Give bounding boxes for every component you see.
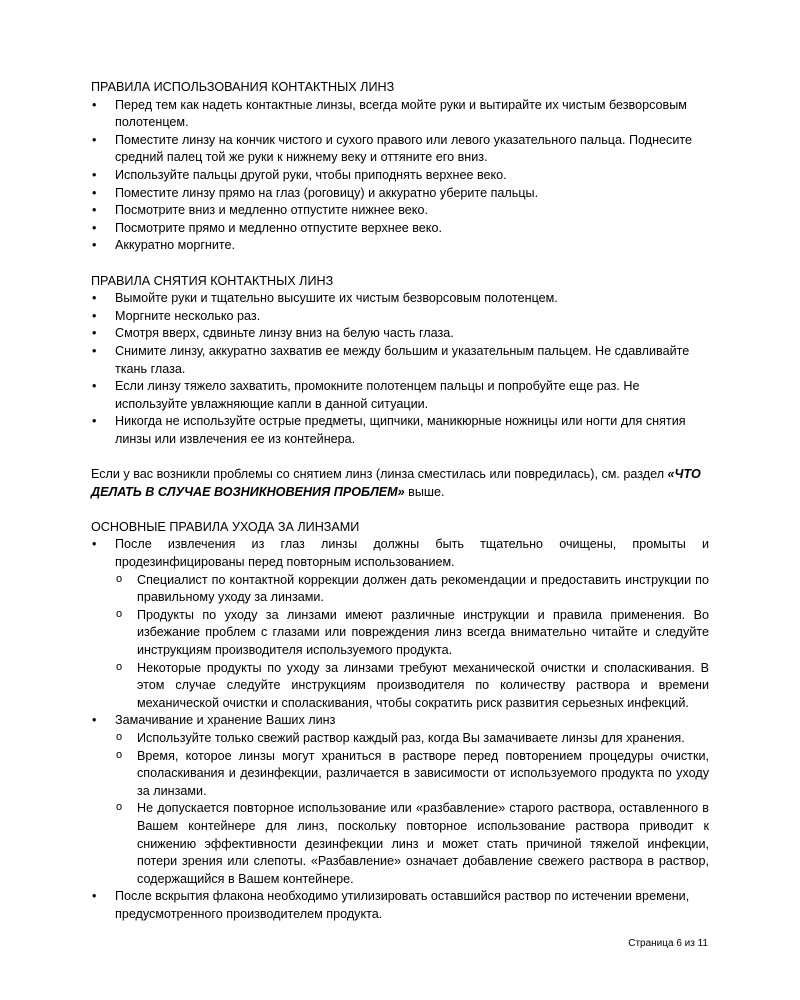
list-item bbox=[91, 536, 709, 712]
removal-problems-note bbox=[91, 466, 709, 501]
spacer bbox=[91, 501, 709, 519]
note-text: Если у вас возникли проблемы со снятием линз (линза сместилась или повредилась), см. раздел bbox=[91, 467, 665, 482]
list-item: • Поместите линзу на кончик чистого и сухого правого или левого указательного пальца. Поднесите средний палец той же руки к нижнему веку и оттяните его вниз. bbox=[91, 132, 709, 167]
list-item-text: После извлечения из глаз линзы должны быть тщательно очищены, промыты и продезинфицированы перед повторным использованием. bbox=[115, 537, 709, 570]
spacer bbox=[91, 448, 709, 466]
list-item bbox=[91, 712, 709, 888]
sub-list-item: o Продукты по уходу за линзами имеют различные инструкции и правила применения. Во избежание проблем с глазами или повреждения линз всегда внимательно читайте и следуйте инструкциям производителя используемого продукта. bbox=[91, 607, 709, 660]
spacer bbox=[91, 255, 709, 273]
sub-list-item: o Время, которое линзы могут храниться в растворе перед повторением процедуры очистки, споласкивания и дезинфекции, различается в зависимости от используемого продукта по уходу за линзами. bbox=[91, 748, 709, 801]
sub-list-item: o Не допускается повторное использование или «разбавление» старого раствора, оставленного в Вашем контейнере для линз, поскольку повторное использование раствора приводит к снижению эффективности дезинфекции линз и может стать причиной тяжелой инфекции, потери зрения или слепоты. «Разбавление» означает добавление свежего раствора в раствор, содержащийся в Вашем контейнере. bbox=[91, 800, 709, 888]
page-number: Страница 6 из 11 bbox=[628, 938, 708, 949]
list-item: • Поместите линзу прямо на глаз (роговицу) и аккуратно уберите пальцы. bbox=[91, 185, 709, 203]
sub-list-item: o Некоторые продукты по уходу за линзами требуют механической очистки и споласкивания. В этом случае следуйте инструкциям производителя по количеству раствора и времени механической очистки и споласкивания, чтобы сократить риск развития серьезных инфекций. bbox=[91, 660, 709, 713]
list-item: • Снимите линзу, аккуратно захватив ее между большим и указательным пальцем. Не сдавливайте ткань глаза. bbox=[91, 343, 709, 378]
list-item: • Если линзу тяжело захватить, промокните полотенцем пальцы и попробуйте еще раз. Не используйте увлажняющие капли в данной ситуации. bbox=[91, 378, 709, 413]
section-heading-removal: ПРАВИЛА СНЯТИЯ КОНТАКТНЫХ ЛИНЗ bbox=[91, 273, 334, 288]
sub-list-item: o Специалист по контактной коррекции должен дать рекомендации и предоставить инструкции по правильному уходу за линзами. bbox=[91, 572, 709, 607]
list-item: • Вымойте руки и тщательно высушите их чистым безворсовым полотенцем. bbox=[91, 290, 709, 308]
note-text-end: выше. bbox=[408, 484, 445, 499]
sub-list bbox=[91, 572, 709, 713]
list-item: • Посмотрите вниз и медленно отпустите нижнее веко. bbox=[91, 202, 709, 220]
note-section-reference: «ЧТО ДЕЛАТЬ В СЛУЧАЕ ВОЗНИКНОВЕНИЯ ПРОБЛЕМ» bbox=[91, 467, 701, 499]
list-item: • После вскрытия флакона необходимо утилизировать оставшийся раствор по истечении времени, предусмотренного производителем продукта. bbox=[91, 888, 709, 923]
usage-rules-list bbox=[91, 97, 709, 255]
removal-rules-list bbox=[91, 290, 709, 448]
document-page bbox=[91, 79, 709, 924]
care-rules-list bbox=[91, 536, 709, 923]
list-item: • Никогда не используйте острые предметы, щипчики, маникюрные ножницы или ногти для снятия линзы или извлечения ее из контейнера. bbox=[91, 413, 709, 448]
list-item: • Аккуратно моргните. bbox=[91, 237, 709, 255]
list-item: • Моргните несколько раз. bbox=[91, 308, 709, 326]
sub-list-item: o Используйте только свежий раствор каждый раз, когда Вы замачиваете линзы для хранения. bbox=[91, 730, 709, 748]
list-item: • Используйте пальцы другой руки, чтобы приподнять верхнее веко. bbox=[91, 167, 709, 185]
list-item: • Перед тем как надеть контактные линзы, всегда мойте руки и вытирайте их чистым безворсовым полотенцем. bbox=[91, 97, 709, 132]
list-item-text: Замачивание и хранение Ваших линз bbox=[115, 713, 336, 728]
section-heading-usage: ПРАВИЛА ИСПОЛЬЗОВАНИЯ КОНТАКТНЫХ ЛИНЗ bbox=[91, 80, 395, 94]
sub-list bbox=[91, 730, 709, 888]
list-item: • Посмотрите прямо и медленно отпустите верхнее веко. bbox=[91, 220, 709, 238]
list-item: • Смотря вверх, сдвиньте линзу вниз на белую часть глаза. bbox=[91, 325, 709, 343]
section-heading-care: ОСНОВНЫЕ ПРАВИЛА УХОДА ЗА ЛИНЗАМИ bbox=[91, 519, 360, 534]
